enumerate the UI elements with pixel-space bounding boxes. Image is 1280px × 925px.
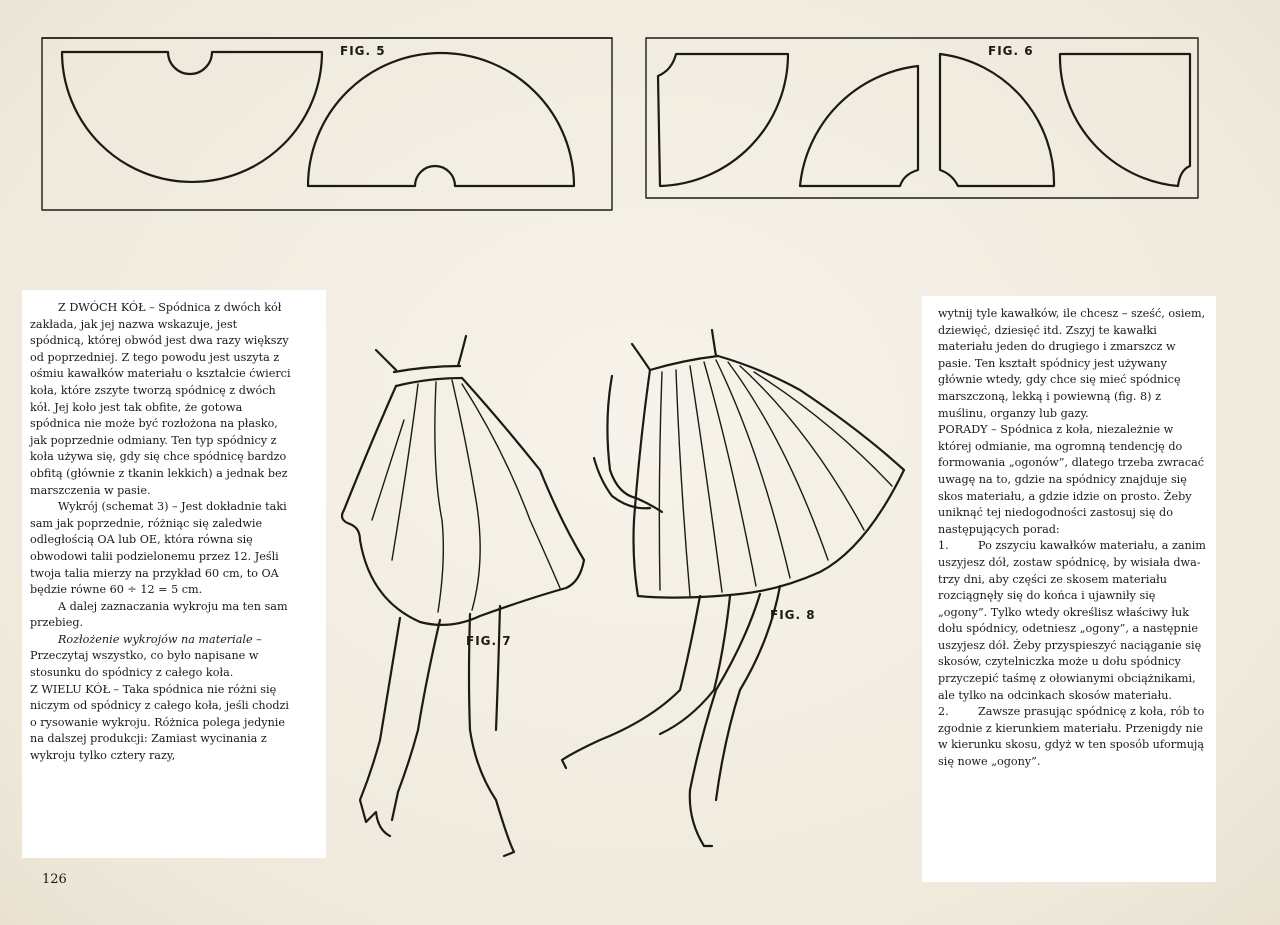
page-number: 126 (42, 872, 67, 887)
advice-item-1-text: Po zszyciu kawałków materiału, a zanim uszyjesz dół, zostaw spódnicę, by wisiała dwa-trzy dni, aby części ze skosem materiału rozciągnęły się do końca i ujawniły się „ogony”. Tylko wtedy określisz właściwy łuk dołu spódnicy, odetniesz „ogony”, a następnie uszyjesz dół. Żeby przyspieszyć naciąganie się skosów, czytelniczka może u dołu spódnicy przyczepić taśmę z ołowianymi obciążnikami, ale tylko na odcinkach skosów materiału. (938, 539, 1206, 702)
paragraph-z-dwoch-kol: Z DWÓCH KÓŁ – Spódnica z dwóch kół zakłada, jak jej nazwa wskazuje, jest spódnicą, której obwód jest dwa razy większy od poprzedniej. Z tego powodu jest uszyta z ośmiu kawałków materiału o kształcie ćwierci koła, które zszyte tworzą spódnicę z dwóch kół. Jej koło jest tak obfite, że gotowa spódnica nie może być rozłożona na płasko, jak poprzednie odmiany. Ten typ spódnicy z koła używa się, gdy się chce spódnicę bardzo obfitą (głównie z tkanin lekkich) a jednak bez marszczenia w pasie. (30, 301, 291, 497)
paragraph-porady: PORADY – Spódnica z koła, niezależnie w której odmianie, ma ogromną tendencję do formowania „ogonów”, dlatego trzeba zwracać uwagę na to, gdzie na spódnicy znajduje się skos materiału, a gdzie idzie on prosto. Żeby uniknąć tej niedogodności zastosuj się do następujących porad: (938, 423, 1205, 536)
fig8-label: FIG. 8 (770, 608, 816, 622)
paragraph-wytnij: wytnij tyle kawałków, ile chcesz – sześć, osiem, dziewięć, dziesięć itd. Zszyj te kawałki materiału jeden do drugiego i zmarszcz w pasie. Ten kształt spódnicy jest używany głównie wtedy, gdy chce się mieć spódnicę marszczoną, lekką i powiewną (fig. 8) z muślinu, organzy lub gazy. (938, 307, 1206, 420)
advice-item-2-number: 2. (938, 705, 949, 719)
rozlozenie-heading: Rozłożenie wykrojów na materiale (58, 632, 253, 646)
fig7-label: FIG. 7 (466, 634, 512, 648)
fig5-label: FIG. 5 (340, 44, 386, 58)
advice-item-1-number: 1. (938, 539, 949, 553)
paragraph-wykroj: Wykrój (schemat 3) – Jest dokładnie taki sam jak poprzednie, różniąc się zaledwie odległością OA lub OE, która równa się obwodowi talii podzielonemu przez 12. Jeśli twoja talia mierzy na przykład 60 cm, to OA będzie równe 60 ÷ 12 = 5 cm. (30, 500, 287, 597)
rozlozenie-text: – Przeczytaj wszystko, co było napisane w stosunku do spódnicy z całego koła. (30, 632, 262, 680)
fig6-label: FIG. 6 (988, 44, 1034, 58)
paragraph-z-wielu-kol: Z WIELU KÓŁ – Taka spódnica nie różni się niczym od spódnicy z całego koła, jeśli chodzi o rysowanie wykroju. Różnica polega jedynie na dalszej produkcji: Zamiast wycinania z wykroju tylko cztery razy, (30, 682, 290, 763)
paragraph-dalej: A dalej zaznaczania wykroju ma ten sam przebieg. (30, 599, 288, 630)
advice-item-2-text: Zawsze prasując spódnicę z koła, rób to zgodnie z kierunkiem materiału. Przenigdy nie w kierunku skosu, gdyż w ten sposób uformują się nowe „ogony”. (938, 705, 1205, 769)
